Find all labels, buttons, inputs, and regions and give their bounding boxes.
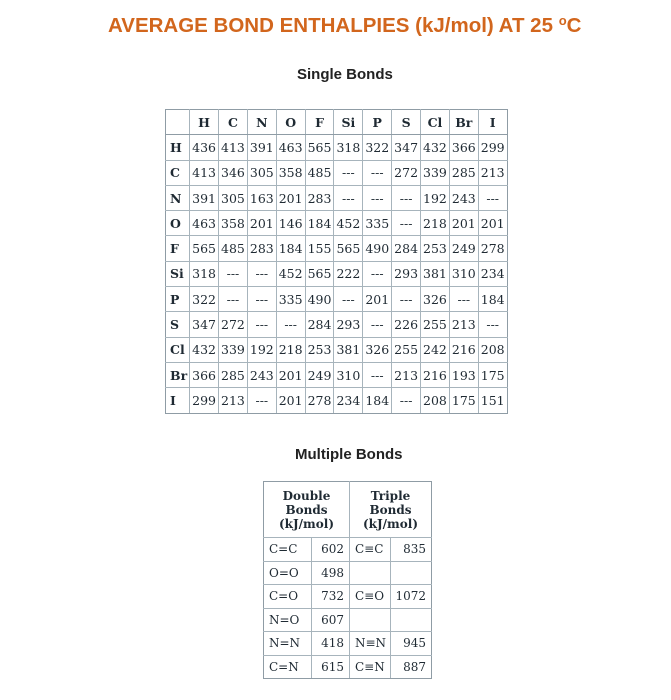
double-bond-name: C=O — [264, 585, 312, 609]
column-header: O — [276, 110, 305, 135]
multiple-bonds-body — [264, 538, 432, 679]
row-header: Si — [166, 261, 190, 286]
enthalpy-cell: 255 — [421, 312, 450, 337]
enthalpy-cell: 242 — [421, 337, 450, 362]
row-header: I — [166, 388, 190, 413]
column-header: Si — [334, 110, 363, 135]
enthalpy-cell: --- — [247, 261, 276, 286]
double-bond-value: 602 — [311, 538, 349, 562]
double-header-line-3: (kJ/mol) — [279, 516, 334, 531]
double-bond-name: N=O — [264, 608, 312, 632]
enthalpy-cell: 201 — [478, 211, 507, 236]
enthalpy-cell: 366 — [449, 135, 478, 160]
enthalpy-cell: 155 — [305, 236, 334, 261]
enthalpy-cell: 490 — [305, 287, 334, 312]
table-row — [264, 585, 432, 609]
enthalpy-cell: 175 — [449, 388, 478, 413]
enthalpy-cell: 452 — [334, 211, 363, 236]
title-text: AVERAGE BOND ENTHALPIES (kJ/mol) AT 25 — [108, 14, 559, 37]
enthalpy-cell: 391 — [247, 135, 276, 160]
enthalpy-cell: 234 — [478, 261, 507, 286]
single-bonds-table — [165, 109, 508, 414]
enthalpy-cell: 452 — [276, 261, 305, 286]
enthalpy-cell: 339 — [219, 337, 248, 362]
column-header: P — [363, 110, 392, 135]
enthalpy-cell: 413 — [219, 135, 248, 160]
multiple-bonds-table — [263, 481, 432, 679]
enthalpy-cell: --- — [247, 287, 276, 312]
enthalpy-cell: 381 — [334, 337, 363, 362]
enthalpy-cell: 432 — [421, 135, 450, 160]
enthalpy-cell: 436 — [190, 135, 219, 160]
degree-symbol: o — [558, 13, 567, 28]
triple-header-line-1: Triple Bonds — [369, 488, 412, 517]
enthalpy-cell: 201 — [276, 388, 305, 413]
enthalpy-cell: 208 — [478, 337, 507, 362]
enthalpy-cell: 283 — [247, 236, 276, 261]
enthalpy-cell: 234 — [334, 388, 363, 413]
enthalpy-cell: --- — [219, 261, 248, 286]
enthalpy-cell: 151 — [478, 388, 507, 413]
enthalpy-cell: --- — [334, 160, 363, 185]
column-header: C — [219, 110, 248, 135]
double-bond-name: O=O — [264, 561, 312, 585]
triple-bond-name: C≡O — [350, 585, 391, 609]
enthalpy-cell: 249 — [449, 236, 478, 261]
enthalpy-cell: 243 — [449, 185, 478, 210]
row-header: S — [166, 312, 190, 337]
enthalpy-cell: 318 — [190, 261, 219, 286]
single-bonds-title: Single Bonds — [297, 66, 393, 83]
enthalpy-cell: --- — [363, 362, 392, 387]
triple-bond-name — [350, 608, 391, 632]
enthalpy-cell: 358 — [276, 160, 305, 185]
enthalpy-cell: 243 — [247, 362, 276, 387]
enthalpy-cell: --- — [392, 211, 421, 236]
enthalpy-cell: 272 — [392, 160, 421, 185]
enthalpy-cell: 283 — [305, 185, 334, 210]
enthalpy-cell: 146 — [276, 211, 305, 236]
triple-bond-value: 887 — [391, 655, 432, 679]
enthalpy-cell: 222 — [334, 261, 363, 286]
enthalpy-cell: --- — [478, 185, 507, 210]
enthalpy-cell: 310 — [449, 261, 478, 286]
table-row — [264, 561, 432, 585]
triple-bond-value — [391, 608, 432, 632]
table-row — [166, 388, 508, 413]
double-bond-value: 732 — [311, 585, 349, 609]
table-row — [166, 337, 508, 362]
enthalpy-cell: 201 — [276, 362, 305, 387]
enthalpy-cell: 565 — [305, 135, 334, 160]
enthalpy-cell: 347 — [190, 312, 219, 337]
enthalpy-cell: --- — [247, 312, 276, 337]
enthalpy-cell: 391 — [190, 185, 219, 210]
enthalpy-cell: 335 — [363, 211, 392, 236]
table-row — [166, 135, 508, 160]
enthalpy-cell: 192 — [247, 337, 276, 362]
double-header-line-2: Bonds — [285, 502, 328, 517]
enthalpy-cell: 485 — [305, 160, 334, 185]
triple-bond-value: 945 — [391, 632, 432, 656]
row-header: N — [166, 185, 190, 210]
enthalpy-cell: 213 — [219, 388, 248, 413]
page-title — [108, 14, 581, 38]
enthalpy-cell: --- — [334, 185, 363, 210]
enthalpy-cell: 322 — [363, 135, 392, 160]
row-header: P — [166, 287, 190, 312]
column-header: S — [392, 110, 421, 135]
enthalpy-cell: 310 — [334, 362, 363, 387]
table-row — [166, 211, 508, 236]
enthalpy-cell: 284 — [305, 312, 334, 337]
single-bonds-body — [166, 135, 508, 413]
enthalpy-cell: 218 — [276, 337, 305, 362]
enthalpy-cell: 285 — [219, 362, 248, 387]
double-bond-value: 418 — [311, 632, 349, 656]
enthalpy-cell: 490 — [363, 236, 392, 261]
enthalpy-cell: --- — [363, 160, 392, 185]
corner-cell — [166, 110, 190, 135]
enthalpy-cell: 366 — [190, 362, 219, 387]
enthalpy-cell: 216 — [449, 337, 478, 362]
enthalpy-cell: --- — [392, 185, 421, 210]
table-row — [166, 362, 508, 387]
table-row — [166, 160, 508, 185]
enthalpy-cell: --- — [478, 312, 507, 337]
column-header: F — [305, 110, 334, 135]
column-header: H — [190, 110, 219, 135]
enthalpy-cell: 278 — [305, 388, 334, 413]
row-header: C — [166, 160, 190, 185]
enthalpy-cell: 485 — [219, 236, 248, 261]
row-header: Br — [166, 362, 190, 387]
enthalpy-cell: 201 — [363, 287, 392, 312]
enthalpy-cell: 255 — [392, 337, 421, 362]
enthalpy-cell: 175 — [478, 362, 507, 387]
enthalpy-cell: 358 — [219, 211, 248, 236]
enthalpy-cell: --- — [247, 388, 276, 413]
double-bond-name: C=N — [264, 655, 312, 679]
triple-bond-name — [350, 561, 391, 585]
table-row — [166, 185, 508, 210]
column-header: N — [247, 110, 276, 135]
triple-bond-value: 835 — [391, 538, 432, 562]
enthalpy-cell: 339 — [421, 160, 450, 185]
enthalpy-cell: 463 — [190, 211, 219, 236]
enthalpy-cell: 326 — [421, 287, 450, 312]
enthalpy-cell: 163 — [247, 185, 276, 210]
row-header: O — [166, 211, 190, 236]
double-bond-value: 498 — [311, 561, 349, 585]
column-header: Br — [449, 110, 478, 135]
triple-bond-name: N≡N — [350, 632, 391, 656]
table-row — [264, 655, 432, 679]
enthalpy-cell: 565 — [190, 236, 219, 261]
column-header: Cl — [421, 110, 450, 135]
enthalpy-cell: --- — [334, 287, 363, 312]
enthalpy-cell: 216 — [421, 362, 450, 387]
enthalpy-cell: 299 — [190, 388, 219, 413]
row-header: H — [166, 135, 190, 160]
enthalpy-cell: 565 — [305, 261, 334, 286]
enthalpy-cell: 213 — [478, 160, 507, 185]
enthalpy-cell: 192 — [421, 185, 450, 210]
enthalpy-cell: 285 — [449, 160, 478, 185]
table-row — [264, 538, 432, 562]
enthalpy-cell: 193 — [449, 362, 478, 387]
enthalpy-cell: 565 — [334, 236, 363, 261]
enthalpy-cell: 213 — [449, 312, 478, 337]
enthalpy-cell: --- — [449, 287, 478, 312]
table-row — [166, 236, 508, 261]
enthalpy-cell: 253 — [305, 337, 334, 362]
triple-bond-value — [391, 561, 432, 585]
enthalpy-cell: 347 — [392, 135, 421, 160]
enthalpy-cell: 326 — [363, 337, 392, 362]
triple-header-line-2: (kJ/mol) — [363, 516, 418, 531]
enthalpy-cell: 432 — [190, 337, 219, 362]
double-bonds-header — [264, 482, 350, 538]
enthalpy-cell: --- — [363, 312, 392, 337]
enthalpy-cell: 249 — [305, 362, 334, 387]
enthalpy-cell: --- — [276, 312, 305, 337]
enthalpy-cell: 381 — [421, 261, 450, 286]
enthalpy-cell: 201 — [449, 211, 478, 236]
enthalpy-cell: --- — [363, 185, 392, 210]
table-row — [264, 632, 432, 656]
double-bond-name: N=N — [264, 632, 312, 656]
multiple-bonds-header-row — [264, 482, 432, 538]
enthalpy-cell: 305 — [247, 160, 276, 185]
enthalpy-cell: 213 — [392, 362, 421, 387]
enthalpy-cell: 278 — [478, 236, 507, 261]
enthalpy-cell: 293 — [392, 261, 421, 286]
enthalpy-cell: 305 — [219, 185, 248, 210]
enthalpy-cell: 322 — [190, 287, 219, 312]
table-row — [166, 312, 508, 337]
double-bond-name: C=C — [264, 538, 312, 562]
enthalpy-cell: --- — [392, 388, 421, 413]
enthalpy-cell: 272 — [219, 312, 248, 337]
enthalpy-cell: 201 — [276, 185, 305, 210]
table-row — [166, 287, 508, 312]
enthalpy-cell: 293 — [334, 312, 363, 337]
triple-bond-name: C≡N — [350, 655, 391, 679]
enthalpy-cell: 184 — [363, 388, 392, 413]
column-header: I — [478, 110, 507, 135]
triple-bonds-header — [350, 482, 432, 538]
row-header: Cl — [166, 337, 190, 362]
table-row — [166, 261, 508, 286]
triple-bond-name: C≡C — [350, 538, 391, 562]
enthalpy-cell: 184 — [478, 287, 507, 312]
enthalpy-cell: 208 — [421, 388, 450, 413]
double-header-line-1: Double — [282, 488, 331, 503]
enthalpy-cell: 184 — [276, 236, 305, 261]
enthalpy-cell: 184 — [305, 211, 334, 236]
enthalpy-cell: 218 — [421, 211, 450, 236]
enthalpy-cell: 299 — [478, 135, 507, 160]
multiple-bonds-title: Multiple Bonds — [295, 446, 403, 463]
enthalpy-cell: 226 — [392, 312, 421, 337]
enthalpy-cell: --- — [219, 287, 248, 312]
row-header: F — [166, 236, 190, 261]
enthalpy-cell: 413 — [190, 160, 219, 185]
enthalpy-cell: 346 — [219, 160, 248, 185]
enthalpy-cell: --- — [392, 287, 421, 312]
enthalpy-cell: 335 — [276, 287, 305, 312]
triple-bond-value: 1072 — [391, 585, 432, 609]
enthalpy-cell: 201 — [247, 211, 276, 236]
enthalpy-cell: 318 — [334, 135, 363, 160]
title-unit: C — [566, 14, 582, 37]
table-row — [264, 608, 432, 632]
enthalpy-cell: --- — [363, 261, 392, 286]
enthalpy-cell: 463 — [276, 135, 305, 160]
double-bond-value: 607 — [311, 608, 349, 632]
single-bonds-header-row — [166, 110, 508, 135]
enthalpy-cell: 253 — [421, 236, 450, 261]
enthalpy-cell: 284 — [392, 236, 421, 261]
double-bond-value: 615 — [311, 655, 349, 679]
